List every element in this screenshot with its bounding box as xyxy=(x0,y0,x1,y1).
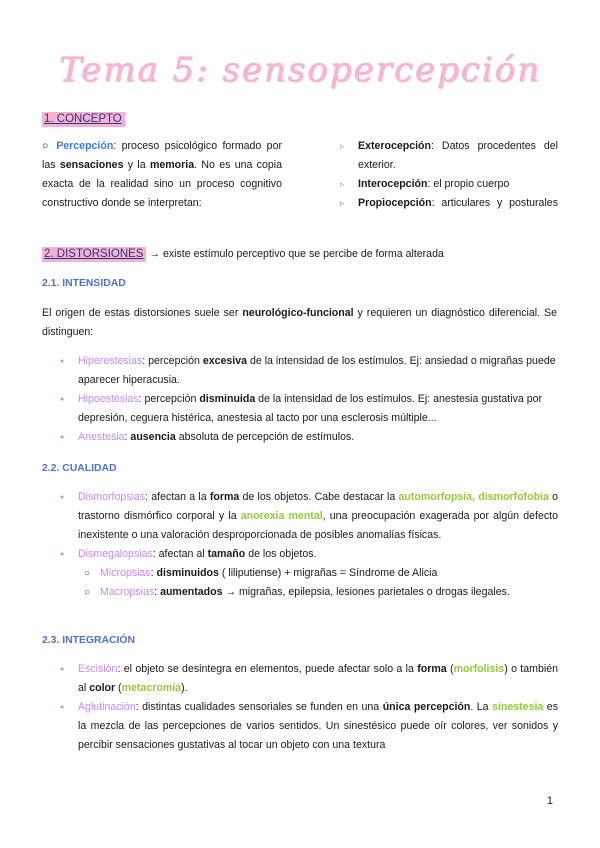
list-item: ● Dismorfopsias: afectan a la forma de los objetos. Cabe destacar la automorfopsia, dismorfofobia o trastorno dismórfico corporal y la anorexia mental, una preocupación exagerada por algún defecto inexistente o una valoración desproporcionada de posibles anomalías físicas. xyxy=(78,488,558,545)
intensidad-list xyxy=(78,352,558,447)
subheading-cualidad: 2.2. CUALIDAD xyxy=(42,463,117,474)
list-item: ● Hipoestesias: percepción disminuida de la intensidad de los estímulos. Ej: anestesia gustativa por depresión, ceguera histérica, anestesia al tacto por una esclerosis múltiple... xyxy=(78,390,558,428)
triangle-bullet-icon: ▹ xyxy=(340,141,345,151)
page-title: Tema 5: sensopercepción xyxy=(58,50,542,90)
section-heading-concepto: 1. CONCEPTO xyxy=(42,110,125,129)
list-item: ● Hiperestesias: percepción excesiva de la intensidad de los estímulos. Ej: ansiedad o migrañas puede aparecer hiperacusia. xyxy=(78,352,558,390)
list-item: ▹ Exterocepción: Datos procedentes del exterior. xyxy=(358,137,558,175)
page-number: 1 xyxy=(546,795,553,807)
triangle-bullet-icon: ▹ xyxy=(340,179,345,189)
dismegalopsias-sublist xyxy=(100,564,558,602)
perception-types-list xyxy=(340,137,558,213)
subheading-intensidad: 2.1. INTENSIDAD xyxy=(42,278,126,289)
intensidad-intro: El origen de estas distorsiones suele ser neurológico-funcional y requieren un diagnóstico diferencial. Se distinguen: xyxy=(42,307,557,338)
subheading-integracion: 2.3. INTEGRACIÓN xyxy=(42,635,135,646)
section-heading-distorsiones: 2. DISTORSIONES → existe estímulo perceptivo que se percibe de forma alterada xyxy=(44,248,444,260)
list-item: ○ Micropsias: disminuidos ( liliputiense) + migrañas = Síndrome de Alicia xyxy=(100,564,558,583)
list-item: ● Escisión: el objeto se desintegra en elementos, puede afectar solo a la forma (morfolisis) o también al color (metacromía). xyxy=(78,660,558,698)
cualidad-list xyxy=(78,488,558,602)
list-item: ▹ Interocepción: el propio cuerpo xyxy=(358,175,558,194)
list-item: ○ Macropsias: aumentados → migrañas, epilepsia, lesiones parietales o drogas ilegales. xyxy=(100,583,558,602)
list-item: ● Aglutinación: distintas cualidades sensoriales se funden en una única percepción. La sinestesia es la mezcla de las percepciones de varios sentidos. Un sinestésico puede oír colores, ver sonidos y percibir sensaciones gustativas al tocar un objeto con una textura xyxy=(78,698,558,755)
triangle-bullet-icon: ▹ xyxy=(340,198,345,208)
percepcion-paragraph: ○ Percepción: proceso psicológico formado por las sensaciones y la memoria. No es una copia exacta de la realidad sino un proceso cognitivo constructivo donde se interpretan: xyxy=(42,140,283,209)
list-item: ▹ Propiocepción: articulares y posturales xyxy=(358,194,558,213)
list-item: ● Anestesia: ausencia absoluta de percepción de estímulos. xyxy=(78,428,558,447)
list-item: ● Dismegalopsias: afectan al tamaño de los objetos. ○ Micropsias: disminuidos ( liliputiense) + migrañas = Síndrome de Alicia ○ Macropsias: aumentados → migrañas, epilepsia, lesiones parietales o drogas ilegales. xyxy=(78,545,558,602)
integracion-list xyxy=(78,660,558,755)
